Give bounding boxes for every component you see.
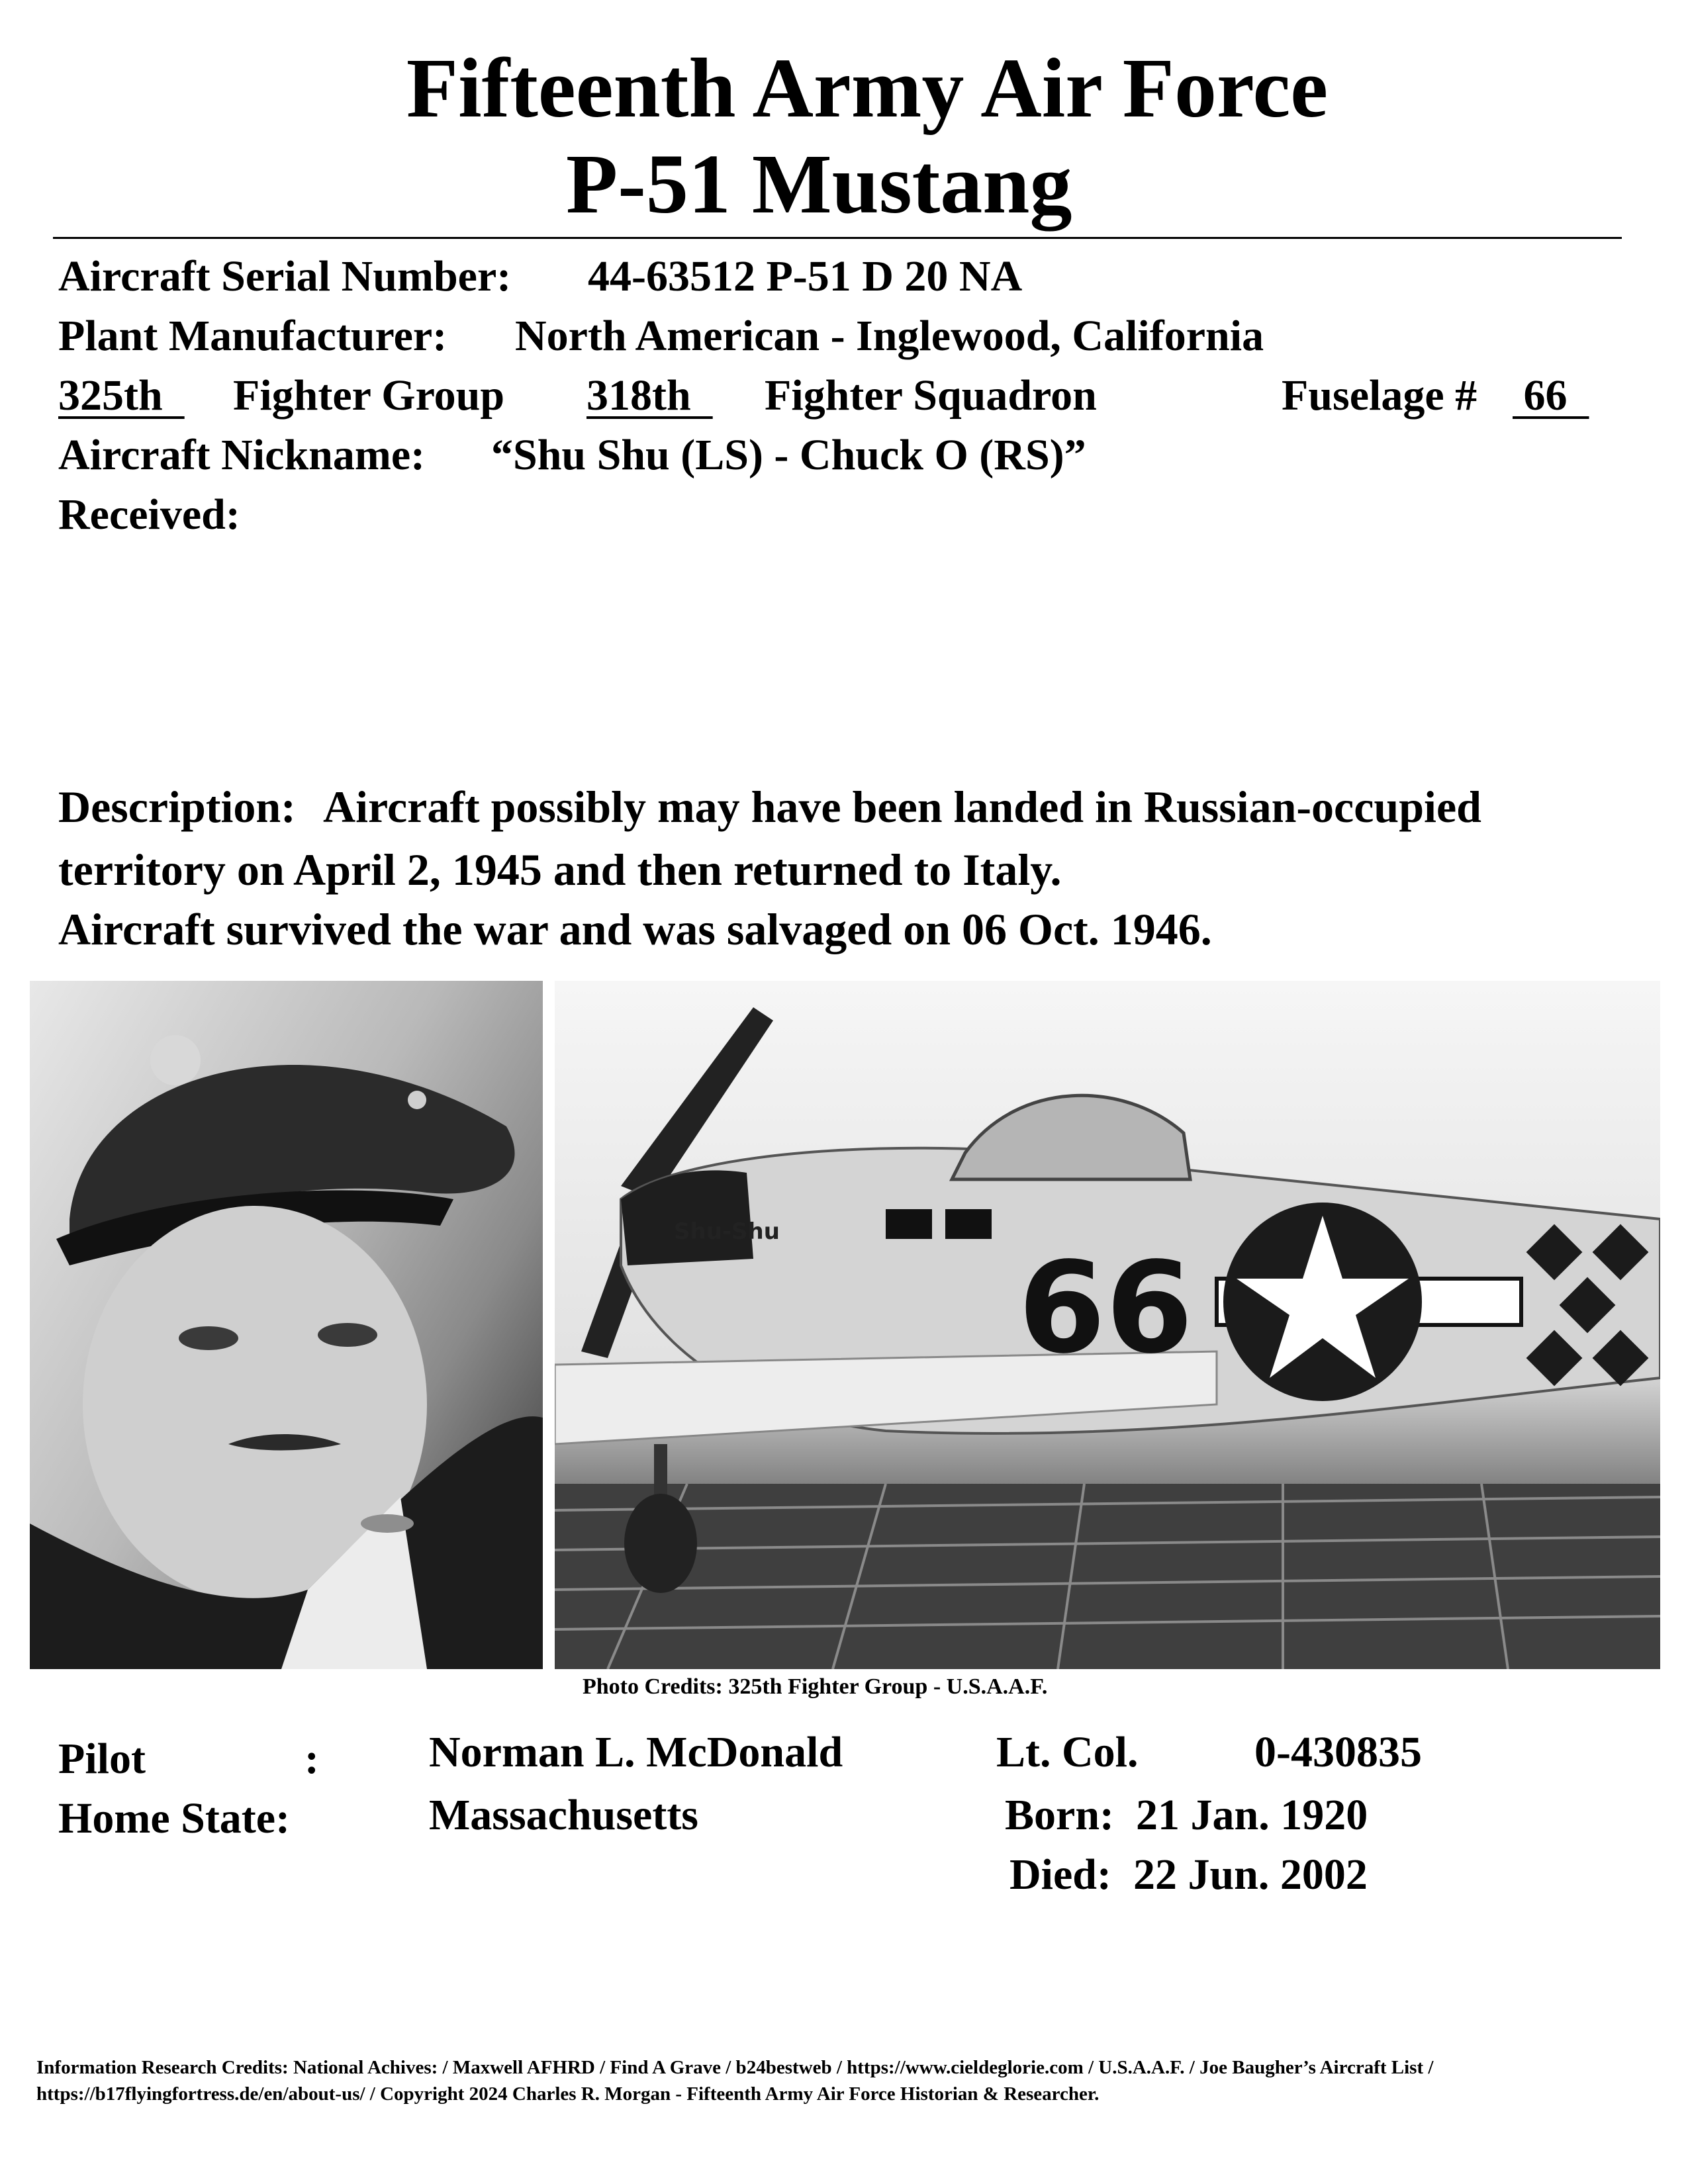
nickname-label: Aircraft Nickname:: [58, 431, 426, 479]
aircraft-fuselage-number: 66: [1018, 1235, 1194, 1381]
pilot-service-number: 0-430835: [1254, 1728, 1422, 1776]
home-state-value: Massachusetts: [429, 1791, 698, 1839]
description-line-1: Aircraft possibly may have been landed in Russian-occupied: [323, 782, 1481, 832]
serial-label: Aircraft Serial Number:: [58, 252, 512, 300]
aircraft-nose-name: Shu-Shu: [674, 1218, 780, 1245]
fuselage-number: 66: [1513, 371, 1589, 420]
aircraft-photo: [555, 981, 1660, 1669]
aircraft-drawing: [555, 981, 1660, 1669]
header-divider: [53, 237, 1622, 239]
pilot-portrait-drawing: [30, 981, 543, 1669]
died-date: Died: 22 Jun. 2002: [1009, 1850, 1368, 1899]
pilot-portrait-photo: [30, 981, 543, 1669]
group-label: Fighter Group: [233, 371, 505, 420]
page-subtitle: P-51 Mustang: [566, 137, 1072, 231]
serial-value: 44-63512 P-51 D 20 NA: [588, 252, 1023, 300]
footer-credits-line-2: https://b17flyingfortress.de/en/about-us/ / Copyright 2024 Charles R. Morgan - Fifteenth Army Air Force Historian & Researcher.: [36, 2083, 1100, 2105]
description-line-3: Aircraft survived the war and was salvaged on 06 Oct. 1946.: [58, 904, 1212, 954]
home-state-label: Home State:: [58, 1794, 291, 1843]
received-label: Received:: [58, 490, 240, 539]
description-line-2: territory on April 2, 1945 and then returned to Italy.: [58, 844, 1062, 895]
fuselage-label: Fuselage #: [1282, 371, 1477, 420]
group-number: 325th: [58, 371, 185, 420]
nickname-value: “Shu Shu (LS) - Chuck O (RS)”: [491, 431, 1086, 479]
page-title: Fifteenth Army Air Force: [406, 41, 1329, 135]
manufacturer-label: Plant Manufacturer:: [58, 312, 447, 360]
born-date: Born: 21 Jan. 1920: [1005, 1791, 1368, 1839]
pilot-name: Norman L. McDonald: [429, 1728, 843, 1776]
pilot-label: Pilot: [58, 1735, 146, 1783]
pilot-colon: :: [305, 1735, 319, 1783]
squadron-label: Fighter Squadron: [765, 371, 1097, 420]
description-label: Description:: [58, 782, 296, 832]
manufacturer-value: North American - Inglewood, California: [515, 312, 1264, 360]
pilot-rank: Lt. Col.: [996, 1728, 1139, 1776]
footer-credits-line-1: Information Research Credits: National Achives: / Maxwell AFHRD / Find A Grave / b24bestweb / https://www.cieldeglorie.com / U.S.A.A.F. / Joe Baugher’s Aircraft List /: [36, 2057, 1434, 2078]
photo-credit: Photo Credits: 325th Fighter Group - U.S.A.A.F.: [583, 1674, 1048, 1699]
squadron-number: 318th: [586, 371, 713, 420]
